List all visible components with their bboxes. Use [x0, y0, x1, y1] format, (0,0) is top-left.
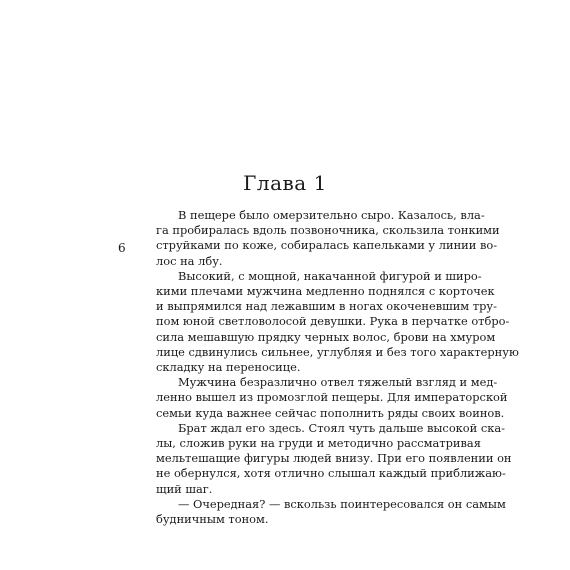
text-line: и выпрямился над лежавшим в ногах окоченевшим тру- [156, 299, 497, 314]
text-line: Мужчина безразлично отвел тяжелый взгляд и мед- [178, 375, 498, 390]
text-line: семьи куда важнее сейчас пополнить ряды своих воинов. [156, 405, 505, 420]
text-line: пом юной светловолосой девушки. Рука в перчатке отбро- [156, 314, 510, 329]
text-line: не обернулся, хотя отлично слышал каждый приближаю- [156, 466, 506, 481]
text-line: мельтешащие фигуры людей внизу. При его появлении он [156, 451, 512, 466]
paragraph [156, 208, 500, 269]
text-line: будничным тоном. [156, 512, 269, 527]
text-line: струйками по коже, собиралась капельками у линии во- [156, 238, 498, 253]
text-line: сила мешавшую прядку черных волос, брови на хмуром [156, 329, 496, 344]
text-line: ленно вышел из промозглой пещеры. Для императорской [156, 390, 508, 405]
text-line: лы, сложив руки на груди и методично рассматривая [156, 436, 481, 451]
text-line: лице сдвинулись сильнее, углубляя и без того характерную [156, 344, 519, 359]
chapter-title: Глава 1 [243, 171, 327, 195]
text-line: Брат ждал его здесь. Стоял чуть дальше высокой ска- [178, 420, 506, 435]
paragraph [156, 375, 508, 421]
text-line: кими плечами мужчина медленно поднялся с корточек [156, 284, 495, 299]
page-number: 6 [118, 241, 126, 255]
paragraph [156, 420, 512, 497]
paragraph [156, 496, 506, 527]
text-line: складку на переносице. [156, 360, 301, 375]
text-line: лос на лбу. [156, 253, 223, 268]
body-text [156, 208, 519, 527]
text-line: В пещере было омерзительно сыро. Казалось, вла- [178, 208, 485, 222]
text-line: га пробиралась вдоль позвоночника, скользила тонкими [156, 223, 500, 238]
paragraph [156, 268, 519, 375]
text-line: щий шаг. [156, 481, 213, 496]
text-line: Высокий, с мощной, накачанной фигурой и широ- [178, 268, 482, 283]
text-line: — Очередная? — вскользь поинтересовался он самым [178, 496, 506, 511]
